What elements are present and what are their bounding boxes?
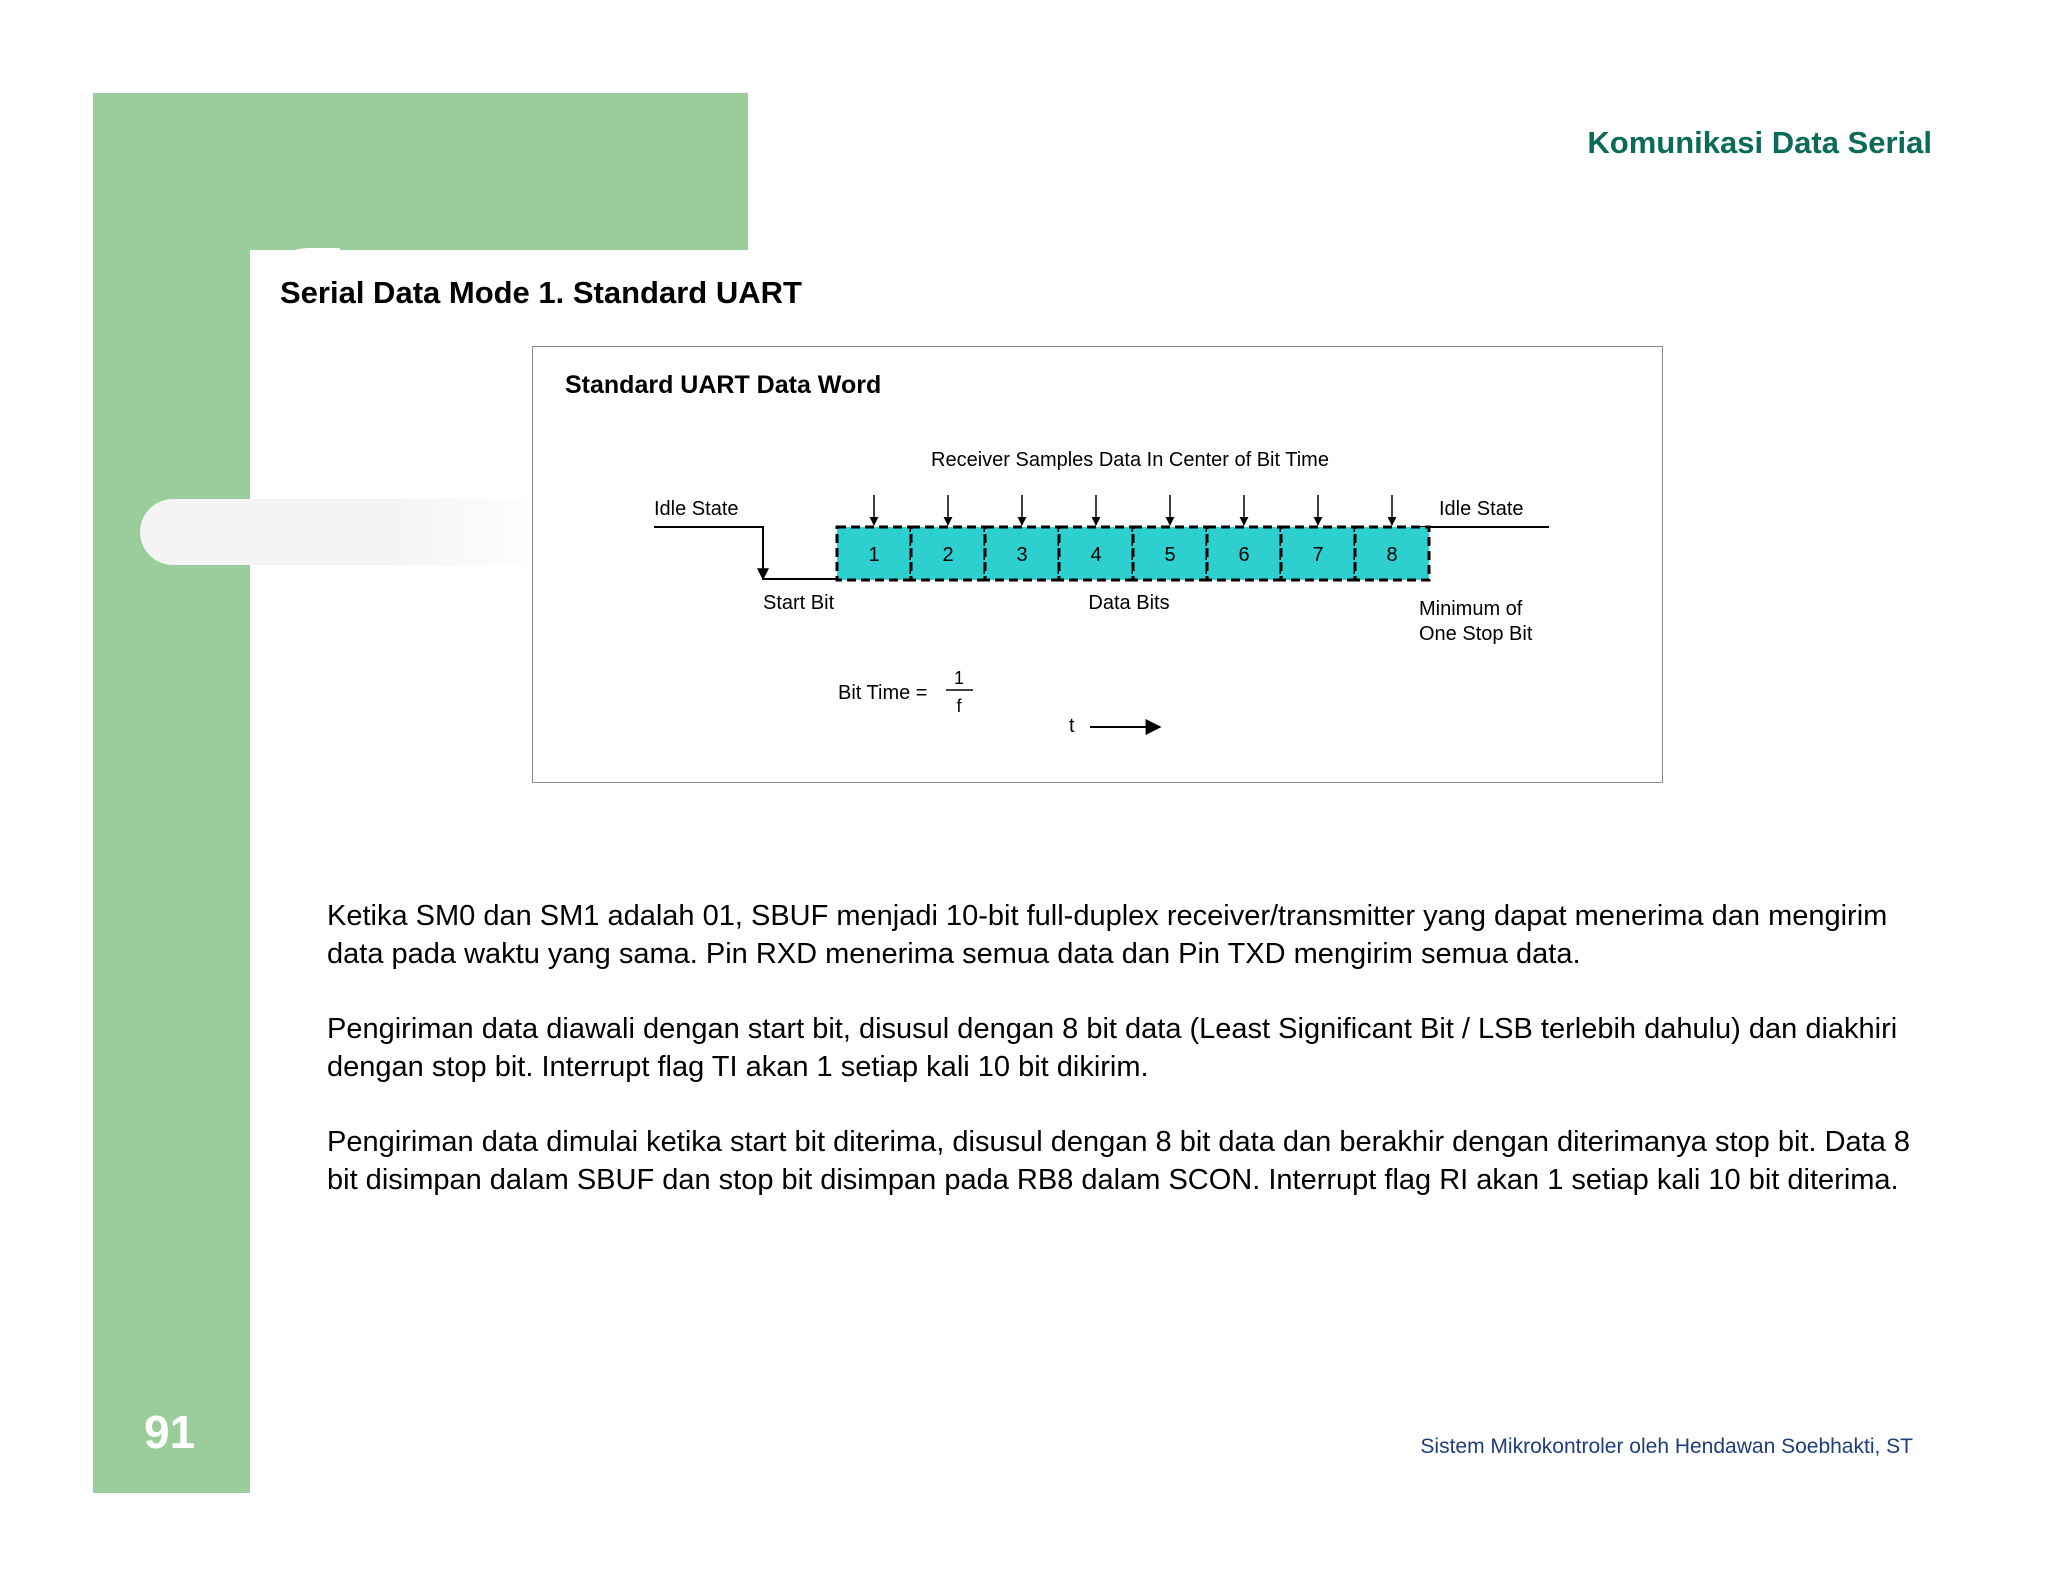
bit-time-label: Bit Time = [838, 682, 928, 704]
fraction-numerator: 1 [953, 668, 965, 688]
paragraph-2: Pengiriman data diawali dengan start bit, disusul dengan 8 bit data (Least Significant Bit / LSB terlebih dahulu) dan diakhiri dengan stop bit. Interrupt flag TI akan 1 setiap kali 10 bit dikirim. [327, 1013, 1898, 1083]
data-bit-label-6: 6 [1238, 544, 1250, 566]
paragraph-3: Pengiriman data dimulai ketika start bit diterima, disusul dengan 8 bit data dan berakhir dengan diterimanya stop bit. Data 8 bit disimpan dalam SBUF dan stop bit disimpan pada RB8 dalam SCON. Interrupt flag RI akan 1 setiap kali 10 bit diterima. [327, 1126, 1911, 1196]
sample-label: Receiver Samples Data In Center of Bit Time [931, 449, 1329, 471]
data-bit-label-8: 8 [1386, 544, 1398, 566]
data-bit-label-7: 7 [1312, 544, 1324, 566]
idle-state-right-label: Idle State [1439, 498, 1524, 520]
header-title: Komunikasi Data Serial [1587, 125, 1932, 160]
footer-credit: Sistem Mikrokontroler oleh Hendawan Soebhakti, ST [1420, 1435, 1913, 1458]
uart-diagram [532, 346, 1663, 783]
sample-arrows [874, 495, 1392, 525]
data-bit-label-5: 5 [1164, 544, 1176, 566]
stop-bit-label-line1: Minimum of [1419, 598, 1523, 620]
page-number: 91 [144, 1406, 196, 1458]
idle-state-left-label: Idle State [654, 498, 739, 520]
data-bit-label-2: 2 [942, 544, 954, 566]
paragraph-1: Ketika SM0 dan SM1 adalah 01, SBUF menjadi 10-bit full-duplex receiver/transmitter yang dapat menerima dan mengirim data pada waktu yang sama. Pin RXD menerima semua data dan Pin TXD mengirim semua data. [327, 900, 1888, 970]
diagram-title: Standard UART Data Word [565, 371, 882, 399]
data-bit-label-3: 3 [1016, 544, 1028, 566]
data-bit-cells [837, 527, 1429, 580]
fraction-denominator: f [956, 696, 962, 716]
stop-bit-label-line2: One Stop Bit [1419, 623, 1533, 645]
decor-pill [140, 499, 555, 565]
start-bit-line [654, 527, 837, 579]
uart-diagram-svg [533, 347, 1664, 784]
start-bit-label: Start Bit [763, 592, 835, 614]
slide-title: Serial Data Mode 1. Standard UART [280, 275, 802, 310]
body-text [327, 897, 1927, 1236]
data-bit-label-4: 4 [1090, 544, 1102, 566]
data-bit-label-1: 1 [868, 544, 880, 566]
decor-green-sidebar [93, 93, 250, 1493]
time-label: t [1069, 715, 1075, 737]
data-bits-label: Data Bits [1088, 592, 1170, 614]
